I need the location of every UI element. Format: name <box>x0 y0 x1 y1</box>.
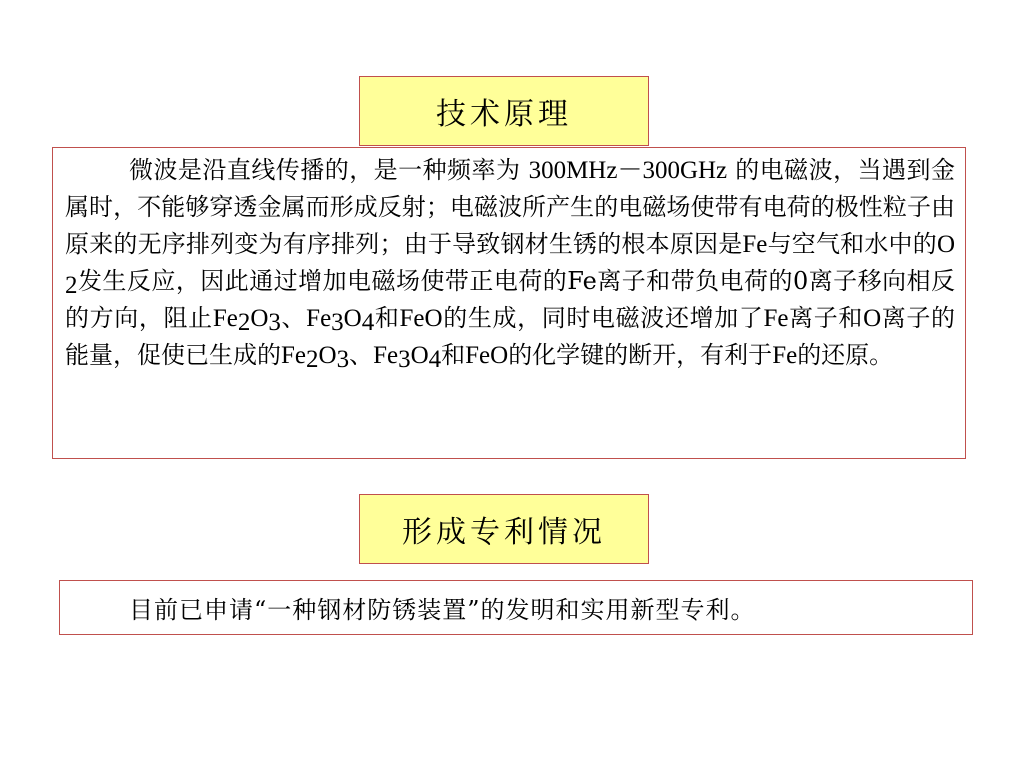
principle-text-box <box>52 147 966 459</box>
chemical-symbol-fe: Fe <box>373 342 399 369</box>
chemical-formula-feo: FeO <box>465 342 509 369</box>
subscript: 3 <box>398 346 411 373</box>
principle-text-segment: 的生成，同时电磁波还增加了 <box>442 304 764 332</box>
patent-status-text: 目前已申请“一种钢材防锈装置”的发明和实用新型专利。 <box>129 596 756 624</box>
subscript: 2 <box>65 272 78 299</box>
principle-text-segment: 的化学键的断开，有利于 <box>508 341 773 369</box>
chemical-symbol-o: O <box>936 231 956 258</box>
chemical-symbol-o: 0 <box>792 267 809 295</box>
principle-text-segment: 微波是沿直线传播的，是一种频率为 <box>129 156 529 184</box>
principle-text-segment: 、 <box>349 341 374 369</box>
principle-text-segment: 和 <box>374 304 400 332</box>
principle-text-segment: 离子的能量，促使已生成的 <box>65 304 956 369</box>
chemical-symbol-fe: Fe <box>772 342 798 369</box>
chemical-symbol-fe: Fe <box>281 342 306 369</box>
subscript: 2 <box>306 346 319 373</box>
chemical-symbol-o: O <box>343 305 362 332</box>
chemical-formula-feo: FeO <box>399 305 443 332</box>
chemical-symbol-o: O <box>863 305 882 332</box>
principle-text-segment: 离子移向相反的方向，阻止 <box>65 267 956 332</box>
subscript: 3 <box>268 309 281 336</box>
subscript: 4 <box>428 346 442 373</box>
chemical-symbol-fe: Fe <box>567 267 597 295</box>
section-title-patent <box>359 494 649 564</box>
principle-text-segment: 与空气和水中的 <box>767 230 937 258</box>
principle-text-segment: 离子和 <box>788 304 864 332</box>
principle-text-segment: 和 <box>441 341 466 369</box>
principle-text-segment: 的还原。 <box>797 341 894 369</box>
chemical-symbol-o: O <box>250 305 269 332</box>
chemical-symbol-o: O <box>318 342 337 369</box>
subscript: 3 <box>331 309 344 336</box>
section-title-principle-text: 技术原理 <box>436 97 572 132</box>
principle-text-segment: 、 <box>280 304 307 332</box>
subscript: 2 <box>237 309 251 336</box>
section-title-principle <box>359 76 649 146</box>
section-title-patent-text: 形成专利情况 <box>402 515 606 550</box>
frequency-range: 300MHz－300GHz <box>528 157 728 184</box>
subscript: 3 <box>336 346 350 373</box>
principle-text-segment: 发生反应，因此通过增加电磁场使带正电荷的 <box>77 267 568 295</box>
chemical-symbol-fe: Fe <box>306 305 332 332</box>
principle-text-segment: 的电磁波，当遇到金属时，不能够穿透金属而形成反射；电磁波所产生的电磁场使带有电荷的极性粒子由原来的无序排列变为有序排列；由于导致钢材生锈的根本原因是 <box>65 156 955 258</box>
chemical-symbol-o: O <box>410 342 429 369</box>
subscript: 4 <box>361 309 375 336</box>
chemical-symbol-fe: Fe <box>763 305 789 332</box>
principle-paragraph <box>65 152 955 374</box>
principle-text-segment: 离子和带负电荷的 <box>596 267 793 295</box>
chemical-symbol-fe: Fe <box>742 231 768 258</box>
chemical-symbol-fe: Fe <box>212 305 238 332</box>
patent-text-box <box>59 580 973 635</box>
